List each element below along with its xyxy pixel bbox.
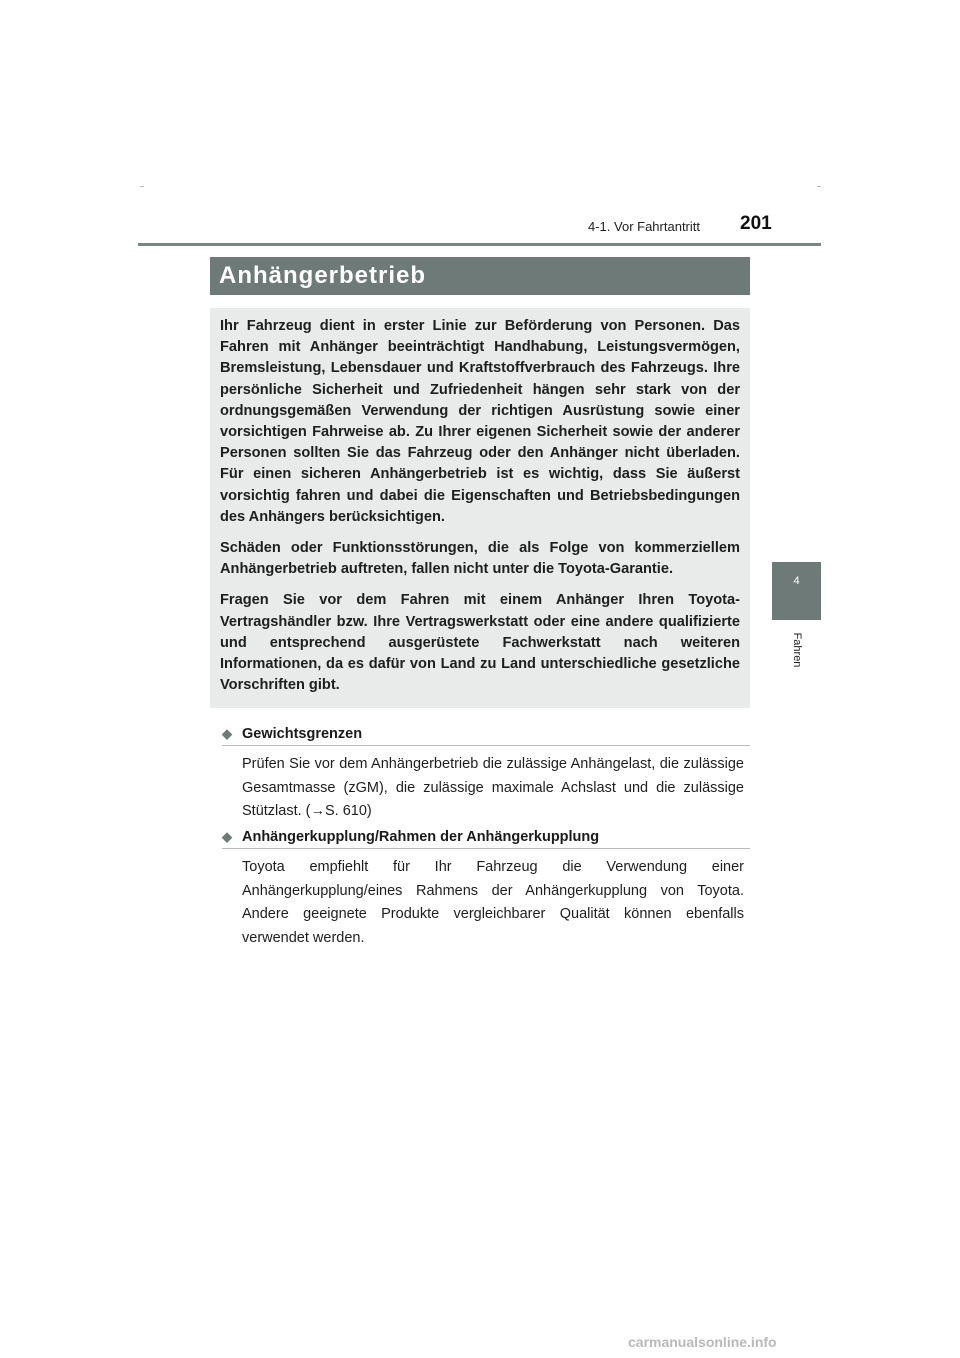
intro-paragraph: Ihr Fahrzeug dient in erster Linie zur Beförderung von Personen. Das Fahren mit Anhänger beeinträchtigt Handhabung, Leistungsvermögen, Bremsleistung, Lebensdauer und Kraftstoffverbrauch des Fahrzeugs. Ihre persönliche Sicherheit und Zufriedenheit hängen sehr stark von der ordnungsgemäßen Verwendung der richtigen Ausrüstung sowie einer vorsichtigen Fahrweise ab. Zu Ihrer eigenen Sicherheit sowie der anderer Personen sollten Sie das Fahrzeug oder den Anhänger nicht überladen. Für einen sicheren Anhängerbetrieb ist es wichtig, dass Sie äußerst vorsichtig fahren und dabei die Eigenschaften und Betriebsbedingungen des Anhängers berücksichtigen. [220,318,740,525]
section-body-towbar: Toyota empfiehlt für Ihr Fahrzeug die Verwendung einer Anhängerkupplung/eines Rahmens der Anhängerkupplung von Toyota. Andere geeignete Produkte vergleichbarer Qualität können ebenfalls verwendet werden. [242,859,744,946]
diamond-bullet-icon: ◆ [222,829,232,844]
section-heading-weight-limits [222,723,750,746]
page-number: 201 [740,213,772,234]
header-rule [138,243,821,246]
diamond-bullet-icon: ◆ [222,726,232,741]
page-title: Anhängerbetrieb [210,257,750,295]
chapter-tab[interactable] [772,562,821,620]
chapter-tab-label: Fahren [791,632,803,668]
chapter-tab-number: 4 [793,575,800,587]
watermark: carmanualsonline.info [628,1334,777,1350]
header-section: 4-1. Vor Fahrtantritt [588,219,700,234]
intro-paragraph: Schäden oder Funktionsstörungen, die als Folge von kommerziellem Anhängerbetrieb auftreten, fallen nicht unter die Toyota-Garantie. [220,540,740,578]
section-body-weight-limits: Prüfen Sie vor dem Anhängerbetrieb die zulässige Anhängelast, die zulässige Gesamtmasse (zGM), die zulässige maximale Achslast und die zulässige Stützlast. (→S. 610) [242,756,744,820]
section-heading-label: Anhängerkupplung/Rahmen der Anhängerkupplung [242,829,600,845]
intro-paragraph: Fragen Sie vor dem Fahren mit einem Anhänger Ihren Toyota-Vertragshändler bzw. Ihre Vertragswerkstatt oder eine andere qualifizierte und entsprechend ausgerüstete Fachwerkstatt nach weiteren Informationen, da es dafür von Land zu Land unterschiedliche gesetzliche Vorschriften gibt. [220,592,740,694]
crop-mark-left [140,186,144,187]
section-heading-label: Gewichtsgrenzen [242,726,363,742]
crop-mark-right [817,186,821,187]
section-heading-towbar [222,826,750,849]
intro-box [210,308,750,708]
